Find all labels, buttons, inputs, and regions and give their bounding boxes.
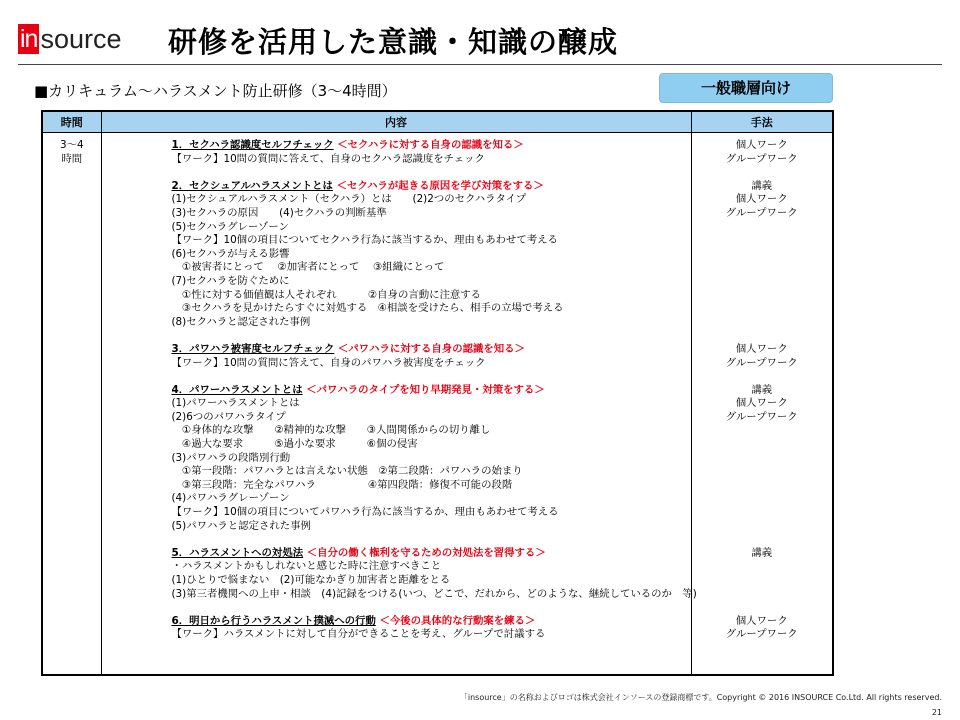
section-line: (2)6つのパワハラタイプ [171, 410, 286, 423]
method-spacer [692, 424, 833, 438]
section-line: 【ワーク】10個の項目についてパワハラ行為に該当するか、理由もあわせて考える [171, 506, 559, 519]
method-spacer [692, 438, 833, 452]
section-gap [172, 601, 691, 615]
method-spacer [692, 275, 833, 289]
content-cell [101, 133, 697, 676]
section-line: (3)セクハラの原因 (4)セクハラの判断基準 [171, 206, 387, 219]
method-spacer [692, 234, 833, 248]
section-line: ③セクハラを見かけたらすぐに対処する ④相談を受けたら、相手の立場で考える [171, 302, 564, 315]
section-gap [692, 329, 833, 343]
section-line: (3)パワハラの段階別行動 [171, 451, 291, 464]
section-line: (1)パワーハラスメントとは [171, 397, 300, 410]
section-goal: ＜パワハラに対する自身の認識を知る＞ [337, 342, 525, 355]
method-spacer [692, 452, 833, 466]
section-gap [692, 370, 833, 384]
method-spacer [692, 574, 833, 588]
section-line: 【ワーク】10問の質問に答えて、自身のパワハラ被害度をチェック [171, 356, 486, 369]
section-line: ・ハラスメントかもしれないと感じた時に注意すべきこと [171, 560, 442, 573]
method-item: グループワーク [725, 410, 798, 423]
page-number: 21 [931, 708, 942, 717]
section-gap [172, 329, 691, 343]
section-line: (6)セクハラが与える影響 [171, 247, 290, 260]
method-spacer [692, 302, 833, 316]
method-spacer [692, 465, 833, 479]
time-cell [42, 133, 101, 676]
logo-rest: source [40, 24, 122, 54]
section-title [172, 139, 691, 153]
method-spacer [692, 506, 833, 520]
section-line: 【ワーク】10問の質問に答えて、自身のセクハラ認識度をチェック [171, 152, 485, 165]
time-line: 3～4 [59, 139, 84, 151]
section-line: 【ワーク】10個の項目についてセクハラ行為に該当するか、理由もあわせて考える [171, 234, 558, 247]
method-item: グループワーク [725, 206, 798, 219]
method-spacer [692, 261, 833, 275]
method-spacer [692, 560, 833, 574]
section-heading: 3．パワハラ被害度セルフチェック [171, 342, 335, 355]
curriculum-subtitle: ■カリキュラム～ハラスメント防止研修（3～4時間） [34, 82, 397, 100]
section-line: (1)セクシュアルハラスメント（セクハラ）とは (2)2つのセクハラタイプ [171, 193, 527, 206]
method-spacer [692, 248, 833, 262]
section-line: (5)セクハラグレーゾーン [171, 220, 289, 233]
section-line: ①第一段階：パワハラとは言えない状態 ②第二段階：パワハラの始まり [171, 465, 523, 478]
copyright-footer: 「insource」の名称およびロゴは株式会社インソースの登録商標です。Copyright © 2016 INSOURCE Co.Ltd. All rights reserved. [459, 693, 942, 702]
section-line: 【ワーク】ハラスメントに対して自分ができることを考え、グループで討議する [171, 628, 546, 641]
section-gap [172, 370, 691, 384]
method-spacer [692, 479, 833, 493]
section-goal: ＜今後の具体的な行動案を練る＞ [379, 614, 536, 627]
curriculum-table [41, 110, 834, 676]
table-header-row [42, 111, 833, 133]
method-spacer [692, 492, 833, 506]
method-item: 個人ワーク [735, 342, 788, 355]
section-gap [172, 166, 691, 180]
method-item: グループワーク [725, 628, 798, 641]
method-item: 講義 [751, 546, 773, 559]
page-title: 研修を活用した意識・知識の醸成 [168, 25, 619, 59]
method-item: 個人ワーク [735, 397, 788, 410]
method-spacer [692, 520, 833, 534]
method-item: 講義 [751, 383, 773, 396]
method-cell [691, 133, 833, 676]
method-item: 個人ワーク [735, 139, 788, 151]
section-goal: ＜パワハラのタイプを知り早期発見・対策をする＞ [306, 383, 545, 396]
section-line: (1)ひとりで悩まない (2)可能なかぎり加害者と距離をとる [171, 574, 451, 586]
header-time: 時間 [42, 111, 101, 133]
title-divider [18, 64, 942, 65]
method-spacer [692, 289, 833, 303]
section-goal: ＜セクハラに対する自身の認識を知る＞ [337, 139, 524, 151]
header-method: 手法 [691, 111, 833, 133]
method-item: 講義 [751, 179, 773, 192]
table-row [42, 133, 833, 676]
section-line: (8)セクハラと認定された事例 [171, 315, 311, 328]
section-heading: 5．ハラスメントへの対処法 [171, 546, 304, 559]
logo-prefix: in [20, 25, 38, 53]
section-title [172, 547, 691, 561]
section-title [172, 384, 691, 398]
section-title [172, 615, 691, 629]
company-logo [18, 24, 122, 54]
method-item: グループワーク [725, 356, 798, 369]
section-line: ③第三段階：完全なパワハラ ④第四段階：修復不可能の段階 [171, 478, 513, 491]
section-heading: 4．パワーハラスメントとは [171, 383, 303, 396]
target-audience-badge: 一般職層向け [659, 73, 833, 103]
section-line: ①身体的な攻撃 ②精神的な攻撃 ③人間関係からの切り離し [171, 424, 491, 437]
method-spacer [692, 588, 833, 602]
section-title [172, 343, 691, 357]
section-gap [692, 166, 833, 180]
section-line: (3)第三者機関への上申・相談 (4)記録をつける(いつ、どこで、だれから、どのような、継続しているのか 等) [171, 587, 697, 600]
section-line: ④過大な要求 ⑤過小な要求 ⑥個の侵害 [171, 438, 418, 451]
section-goal: ＜セクハラが起きる原因を学び対策をする＞ [336, 179, 544, 192]
method-item: グループワーク [725, 152, 798, 165]
section-gap [172, 533, 691, 547]
section-goal: ＜自分の働く権利を守るための対処法を習得する＞ [306, 546, 546, 559]
section-line: ①被害者にとって ②加害者にとって ③組織にとって [171, 261, 445, 274]
method-item: 個人ワーク [735, 614, 788, 627]
method-spacer [692, 316, 833, 330]
section-gap [692, 601, 833, 615]
section-gap [692, 533, 833, 547]
section-title [172, 180, 691, 194]
section-line: (7)セクハラを防ぐために [171, 274, 290, 287]
section-heading: 1．セクハラ認識度セルフチェック [171, 139, 334, 151]
time-line: 時間 [61, 152, 83, 165]
section-line: ①性に対する価値観は人それぞれ ②自身の言動に注意する [171, 288, 482, 301]
section-line: (5)パワハラと認定された事例 [171, 519, 311, 532]
header-content: 内容 [101, 111, 691, 133]
method-item: 個人ワーク [735, 193, 788, 206]
method-spacer [692, 221, 833, 235]
section-line: (4)パワハラグレーゾーン [171, 492, 290, 505]
section-heading: 2．セクシュアルハラスメントとは [171, 179, 333, 192]
section-heading: 6．明日から行うハラスメント撲滅への行動 [171, 614, 376, 627]
